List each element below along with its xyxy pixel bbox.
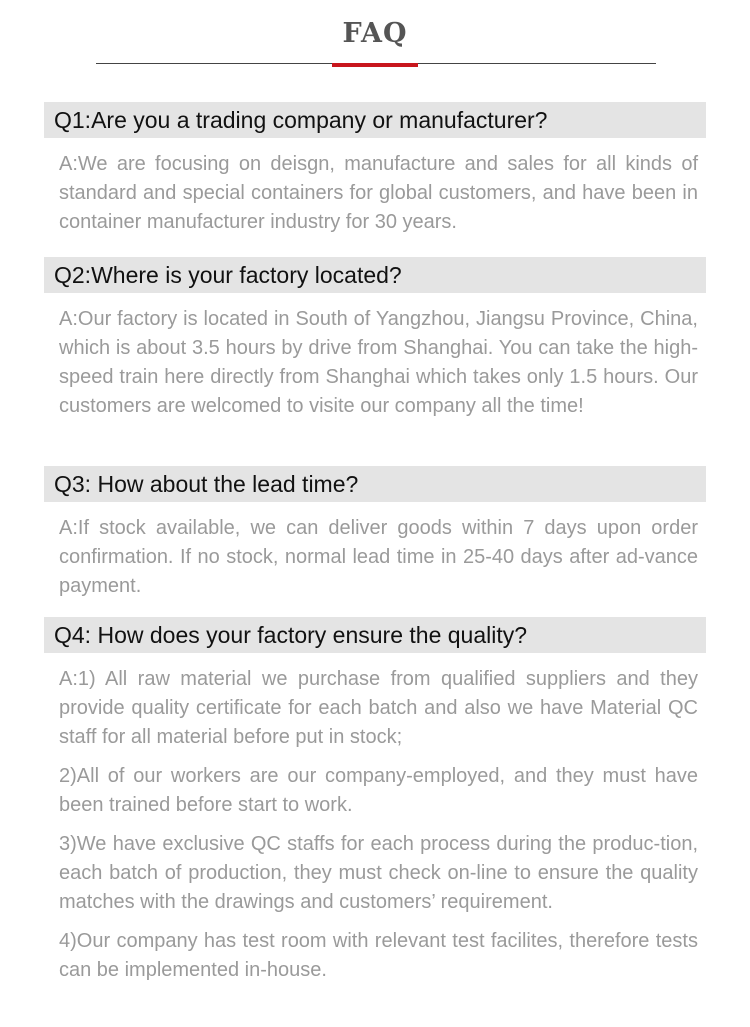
title-accent-bar [332,63,418,67]
answer-q4-part4: 4)Our company has test room with relevant test facilites, therefore tests can be implemented in-house. [59,930,698,981]
question-q4: Q4: How does your factory ensure the quality? [44,617,706,653]
answer-q4-part2: 2)All of our workers are our company-employed, and they must have been trained before start to work. [59,765,698,816]
answer-q4-part1: A:1) All raw material we purchase from qualified suppliers and they provide quality certificate for each batch and also we have Material QC staff for all material before put in stock; [59,668,698,748]
faq-item-q3 [44,466,706,601]
answer-q2: A:Our factory is located in South of Yangzhou, Jiangsu Province, China, which is about 3.5 hours by drive from Shanghai. You can take the high-speed train here directly from Shanghai which takes only 1.5 hours. Our customers are welcomed to visite our company all the time! [59,308,698,417]
answer-q3: A:If stock available, we can deliver goods within 7 days upon order confirmation. If no stock, normal lead time in 25-40 days after ad-vance payment. [59,517,698,597]
page-title: FAQ [342,18,408,49]
faq-item-q4 [44,617,706,985]
faq-item-q1 [44,102,706,237]
answer-q4-part3: 3)We have exclusive QC staffs for each process during the produc-tion, each batch of production, they must check on-line to ensure the quality matches with the drawings and customers’ requirement. [59,833,698,913]
answer-q1: A:We are focusing on deisgn, manufacture and sales for all kinds of standard and special containers for global customers, and have been in container manufacturer industry for 30 years. [59,153,698,233]
question-q3: Q3: How about the lead time? [44,466,706,502]
faq-item-q2 [44,257,706,421]
question-q2: Q2:Where is your factory located? [44,257,706,293]
question-q1: Q1:Are you a trading company or manufacturer? [44,102,706,138]
